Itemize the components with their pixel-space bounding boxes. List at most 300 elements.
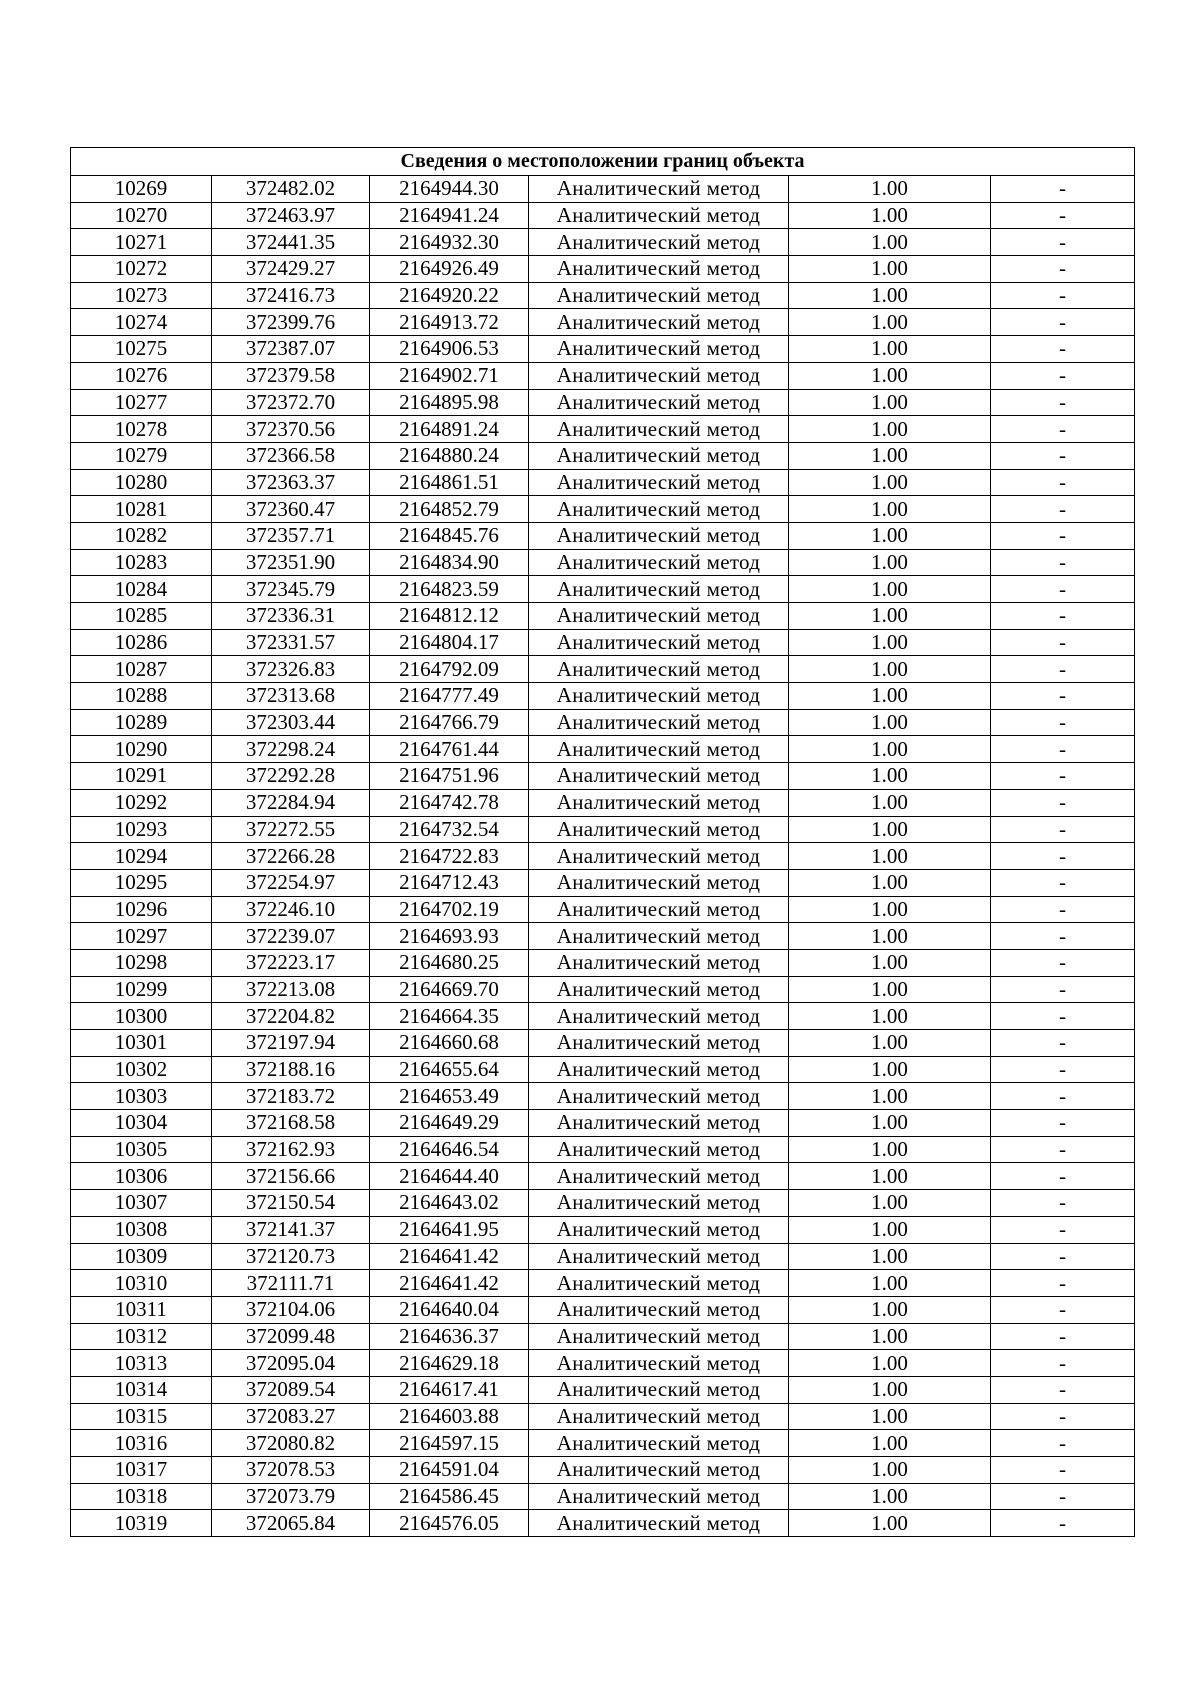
- point-number-cell: 10281: [71, 496, 212, 523]
- description-cell: -: [991, 896, 1135, 923]
- x-coordinate-cell: 372246.10: [212, 896, 370, 923]
- table-row: [71, 496, 1135, 523]
- x-coordinate-cell: 372292.28: [212, 763, 370, 790]
- table-row: [71, 629, 1135, 656]
- method-cell: Аналитический метод: [529, 896, 789, 923]
- table-row: [71, 389, 1135, 416]
- method-cell: Аналитический метод: [529, 1003, 789, 1030]
- method-cell: Аналитический метод: [529, 736, 789, 763]
- method-cell: Аналитический метод: [529, 522, 789, 549]
- method-cell: Аналитический метод: [529, 789, 789, 816]
- description-cell: -: [991, 362, 1135, 389]
- point-number-cell: 10301: [71, 1030, 212, 1057]
- method-cell: Аналитический метод: [529, 1457, 789, 1484]
- point-number-cell: 10276: [71, 362, 212, 389]
- point-number-cell: 10311: [71, 1296, 212, 1323]
- method-cell: Аналитический метод: [529, 869, 789, 896]
- method-cell: Аналитический метод: [529, 309, 789, 336]
- table-row: [71, 1376, 1135, 1403]
- point-number-cell: 10277: [71, 389, 212, 416]
- method-cell: Аналитический метод: [529, 923, 789, 950]
- y-coordinate-cell: 2164643.02: [370, 1190, 529, 1217]
- description-cell: -: [991, 176, 1135, 203]
- y-coordinate-cell: 2164742.78: [370, 789, 529, 816]
- description-cell: -: [991, 1216, 1135, 1243]
- table-row: [71, 469, 1135, 496]
- point-number-cell: 10291: [71, 763, 212, 790]
- description-cell: -: [991, 1030, 1135, 1057]
- method-cell: Аналитический метод: [529, 763, 789, 790]
- table-row: [71, 1030, 1135, 1057]
- point-number-cell: 10309: [71, 1243, 212, 1270]
- description-cell: -: [991, 309, 1135, 336]
- table-row: [71, 1110, 1135, 1137]
- table-row: [71, 1056, 1135, 1083]
- y-coordinate-cell: 2164646.54: [370, 1136, 529, 1163]
- x-coordinate-cell: 372351.90: [212, 549, 370, 576]
- table-row: [71, 976, 1135, 1003]
- accuracy-cell: 1.00: [789, 736, 991, 763]
- description-cell: -: [991, 1296, 1135, 1323]
- accuracy-cell: 1.00: [789, 816, 991, 843]
- accuracy-cell: 1.00: [789, 1083, 991, 1110]
- y-coordinate-cell: 2164920.22: [370, 282, 529, 309]
- y-coordinate-cell: 2164649.29: [370, 1110, 529, 1137]
- x-coordinate-cell: 372078.53: [212, 1457, 370, 1484]
- table-row: [71, 896, 1135, 923]
- method-cell: Аналитический метод: [529, 1323, 789, 1350]
- method-cell: Аналитический метод: [529, 1296, 789, 1323]
- table-row: [71, 416, 1135, 443]
- table-row: [71, 736, 1135, 763]
- y-coordinate-cell: 2164722.83: [370, 843, 529, 870]
- accuracy-cell: 1.00: [789, 1216, 991, 1243]
- description-cell: -: [991, 336, 1135, 363]
- description-cell: -: [991, 789, 1135, 816]
- point-number-cell: 10315: [71, 1403, 212, 1430]
- accuracy-cell: 1.00: [789, 949, 991, 976]
- point-number-cell: 10285: [71, 603, 212, 630]
- accuracy-cell: 1.00: [789, 709, 991, 736]
- table-row: [71, 789, 1135, 816]
- method-cell: Аналитический метод: [529, 1350, 789, 1377]
- y-coordinate-cell: 2164804.17: [370, 629, 529, 656]
- x-coordinate-cell: 372080.82: [212, 1430, 370, 1457]
- x-coordinate-cell: 372416.73: [212, 282, 370, 309]
- description-cell: -: [991, 202, 1135, 229]
- y-coordinate-cell: 2164653.49: [370, 1083, 529, 1110]
- x-coordinate-cell: 372266.28: [212, 843, 370, 870]
- description-cell: -: [991, 1510, 1135, 1537]
- table-row: [71, 1190, 1135, 1217]
- y-coordinate-cell: 2164636.37: [370, 1323, 529, 1350]
- y-coordinate-cell: 2164880.24: [370, 442, 529, 469]
- accuracy-cell: 1.00: [789, 1376, 991, 1403]
- y-coordinate-cell: 2164641.95: [370, 1216, 529, 1243]
- point-number-cell: 10293: [71, 816, 212, 843]
- accuracy-cell: 1.00: [789, 1430, 991, 1457]
- description-cell: -: [991, 1403, 1135, 1430]
- description-cell: -: [991, 549, 1135, 576]
- accuracy-cell: 1.00: [789, 1056, 991, 1083]
- description-cell: -: [991, 256, 1135, 283]
- x-coordinate-cell: 372399.76: [212, 309, 370, 336]
- method-cell: Аналитический метод: [529, 469, 789, 496]
- x-coordinate-cell: 372089.54: [212, 1376, 370, 1403]
- x-coordinate-cell: 372363.37: [212, 469, 370, 496]
- y-coordinate-cell: 2164941.24: [370, 202, 529, 229]
- x-coordinate-cell: 372183.72: [212, 1083, 370, 1110]
- method-cell: Аналитический метод: [529, 389, 789, 416]
- x-coordinate-cell: 372372.70: [212, 389, 370, 416]
- table-row: [71, 229, 1135, 256]
- table-row: [71, 1270, 1135, 1297]
- method-cell: Аналитический метод: [529, 1270, 789, 1297]
- description-cell: -: [991, 816, 1135, 843]
- accuracy-cell: 1.00: [789, 683, 991, 710]
- y-coordinate-cell: 2164617.41: [370, 1376, 529, 1403]
- y-coordinate-cell: 2164845.76: [370, 522, 529, 549]
- description-cell: -: [991, 576, 1135, 603]
- method-cell: Аналитический метод: [529, 1056, 789, 1083]
- accuracy-cell: 1.00: [789, 1003, 991, 1030]
- document-page: [70, 147, 1134, 1537]
- point-number-cell: 10284: [71, 576, 212, 603]
- accuracy-cell: 1.00: [789, 1403, 991, 1430]
- y-coordinate-cell: 2164597.15: [370, 1430, 529, 1457]
- description-cell: -: [991, 1270, 1135, 1297]
- y-coordinate-cell: 2164751.96: [370, 763, 529, 790]
- x-coordinate-cell: 372213.08: [212, 976, 370, 1003]
- x-coordinate-cell: 372370.56: [212, 416, 370, 443]
- table-row: [71, 442, 1135, 469]
- x-coordinate-cell: 372099.48: [212, 1323, 370, 1350]
- point-number-cell: 10300: [71, 1003, 212, 1030]
- x-coordinate-cell: 372326.83: [212, 656, 370, 683]
- point-number-cell: 10303: [71, 1083, 212, 1110]
- method-cell: Аналитический метод: [529, 176, 789, 203]
- accuracy-cell: 1.00: [789, 1030, 991, 1057]
- x-coordinate-cell: 372141.37: [212, 1216, 370, 1243]
- point-number-cell: 10269: [71, 176, 212, 203]
- table-row: [71, 362, 1135, 389]
- x-coordinate-cell: 372303.44: [212, 709, 370, 736]
- description-cell: -: [991, 1430, 1135, 1457]
- description-cell: -: [991, 282, 1135, 309]
- point-number-cell: 10317: [71, 1457, 212, 1484]
- x-coordinate-cell: 372366.58: [212, 442, 370, 469]
- accuracy-cell: 1.00: [789, 1483, 991, 1510]
- method-cell: Аналитический метод: [529, 362, 789, 389]
- accuracy-cell: 1.00: [789, 656, 991, 683]
- y-coordinate-cell: 2164823.59: [370, 576, 529, 603]
- point-number-cell: 10304: [71, 1110, 212, 1137]
- x-coordinate-cell: 372083.27: [212, 1403, 370, 1430]
- description-cell: -: [991, 522, 1135, 549]
- table-row: [71, 1510, 1135, 1537]
- accuracy-cell: 1.00: [789, 603, 991, 630]
- y-coordinate-cell: 2164586.45: [370, 1483, 529, 1510]
- point-number-cell: 10319: [71, 1510, 212, 1537]
- y-coordinate-cell: 2164792.09: [370, 656, 529, 683]
- description-cell: -: [991, 923, 1135, 950]
- description-cell: -: [991, 709, 1135, 736]
- method-cell: Аналитический метод: [529, 656, 789, 683]
- table-row: [71, 522, 1135, 549]
- description-cell: -: [991, 1163, 1135, 1190]
- point-number-cell: 10280: [71, 469, 212, 496]
- method-cell: Аналитический метод: [529, 1483, 789, 1510]
- accuracy-cell: 1.00: [789, 789, 991, 816]
- table-row: [71, 1003, 1135, 1030]
- table-row: [71, 1296, 1135, 1323]
- x-coordinate-cell: 372239.07: [212, 923, 370, 950]
- y-coordinate-cell: 2164669.70: [370, 976, 529, 1003]
- accuracy-cell: 1.00: [789, 362, 991, 389]
- x-coordinate-cell: 372482.02: [212, 176, 370, 203]
- method-cell: Аналитический метод: [529, 416, 789, 443]
- y-coordinate-cell: 2164629.18: [370, 1350, 529, 1377]
- accuracy-cell: 1.00: [789, 176, 991, 203]
- y-coordinate-cell: 2164926.49: [370, 256, 529, 283]
- accuracy-cell: 1.00: [789, 869, 991, 896]
- method-cell: Аналитический метод: [529, 1510, 789, 1537]
- y-coordinate-cell: 2164812.12: [370, 603, 529, 630]
- table-row: [71, 1083, 1135, 1110]
- table-row: [71, 816, 1135, 843]
- accuracy-cell: 1.00: [789, 469, 991, 496]
- point-number-cell: 10287: [71, 656, 212, 683]
- method-cell: Аналитический метод: [529, 496, 789, 523]
- y-coordinate-cell: 2164664.35: [370, 1003, 529, 1030]
- point-number-cell: 10272: [71, 256, 212, 283]
- method-cell: Аналитический метод: [529, 1430, 789, 1457]
- y-coordinate-cell: 2164576.05: [370, 1510, 529, 1537]
- point-number-cell: 10318: [71, 1483, 212, 1510]
- point-number-cell: 10275: [71, 336, 212, 363]
- point-number-cell: 10274: [71, 309, 212, 336]
- table-row: [71, 869, 1135, 896]
- x-coordinate-cell: 372162.93: [212, 1136, 370, 1163]
- point-number-cell: 10316: [71, 1430, 212, 1457]
- point-number-cell: 10282: [71, 522, 212, 549]
- method-cell: Аналитический метод: [529, 229, 789, 256]
- table-row: [71, 923, 1135, 950]
- point-number-cell: 10308: [71, 1216, 212, 1243]
- table-row: [71, 709, 1135, 736]
- point-number-cell: 10313: [71, 1350, 212, 1377]
- method-cell: Аналитический метод: [529, 549, 789, 576]
- y-coordinate-cell: 2164732.54: [370, 816, 529, 843]
- table-row: [71, 1216, 1135, 1243]
- y-coordinate-cell: 2164766.79: [370, 709, 529, 736]
- table-title-row: [71, 148, 1135, 176]
- method-cell: Аналитический метод: [529, 442, 789, 469]
- description-cell: -: [991, 416, 1135, 443]
- point-number-cell: 10307: [71, 1190, 212, 1217]
- method-cell: Аналитический метод: [529, 1110, 789, 1137]
- point-number-cell: 10297: [71, 923, 212, 950]
- method-cell: Аналитический метод: [529, 976, 789, 1003]
- y-coordinate-cell: 2164641.42: [370, 1270, 529, 1297]
- y-coordinate-cell: 2164591.04: [370, 1457, 529, 1484]
- method-cell: Аналитический метод: [529, 1403, 789, 1430]
- y-coordinate-cell: 2164655.64: [370, 1056, 529, 1083]
- point-number-cell: 10273: [71, 282, 212, 309]
- table-row: [71, 763, 1135, 790]
- accuracy-cell: 1.00: [789, 629, 991, 656]
- description-cell: -: [991, 389, 1135, 416]
- table-row: [71, 1243, 1135, 1270]
- y-coordinate-cell: 2164712.43: [370, 869, 529, 896]
- method-cell: Аналитический метод: [529, 576, 789, 603]
- table-row: [71, 843, 1135, 870]
- y-coordinate-cell: 2164693.93: [370, 923, 529, 950]
- boundary-coordinates-table: [70, 147, 1135, 1537]
- method-cell: Аналитический метод: [529, 1030, 789, 1057]
- method-cell: Аналитический метод: [529, 282, 789, 309]
- table-row: [71, 1323, 1135, 1350]
- table-row: [71, 949, 1135, 976]
- description-cell: -: [991, 603, 1135, 630]
- method-cell: Аналитический метод: [529, 949, 789, 976]
- point-number-cell: 10310: [71, 1270, 212, 1297]
- y-coordinate-cell: 2164932.30: [370, 229, 529, 256]
- point-number-cell: 10294: [71, 843, 212, 870]
- accuracy-cell: 1.00: [789, 1350, 991, 1377]
- accuracy-cell: 1.00: [789, 416, 991, 443]
- y-coordinate-cell: 2164761.44: [370, 736, 529, 763]
- y-coordinate-cell: 2164702.19: [370, 896, 529, 923]
- table-row: [71, 1430, 1135, 1457]
- x-coordinate-cell: 372095.04: [212, 1350, 370, 1377]
- table-row: [71, 683, 1135, 710]
- description-cell: -: [991, 1003, 1135, 1030]
- table-row: [71, 1136, 1135, 1163]
- point-number-cell: 10290: [71, 736, 212, 763]
- accuracy-cell: 1.00: [789, 1510, 991, 1537]
- accuracy-cell: 1.00: [789, 1270, 991, 1297]
- x-coordinate-cell: 372357.71: [212, 522, 370, 549]
- x-coordinate-cell: 372360.47: [212, 496, 370, 523]
- description-cell: -: [991, 1323, 1135, 1350]
- point-number-cell: 10278: [71, 416, 212, 443]
- x-coordinate-cell: 372120.73: [212, 1243, 370, 1270]
- description-cell: -: [991, 1350, 1135, 1377]
- y-coordinate-cell: 2164660.68: [370, 1030, 529, 1057]
- method-cell: Аналитический метод: [529, 1243, 789, 1270]
- method-cell: Аналитический метод: [529, 202, 789, 229]
- description-cell: -: [991, 229, 1135, 256]
- description-cell: -: [991, 442, 1135, 469]
- description-cell: -: [991, 496, 1135, 523]
- point-number-cell: 10296: [71, 896, 212, 923]
- table-row: [71, 1403, 1135, 1430]
- accuracy-cell: 1.00: [789, 282, 991, 309]
- accuracy-cell: 1.00: [789, 763, 991, 790]
- x-coordinate-cell: 372223.17: [212, 949, 370, 976]
- method-cell: Аналитический метод: [529, 336, 789, 363]
- x-coordinate-cell: 372387.07: [212, 336, 370, 363]
- table-row: [71, 549, 1135, 576]
- point-number-cell: 10306: [71, 1163, 212, 1190]
- description-cell: -: [991, 869, 1135, 896]
- table-row: [71, 603, 1135, 630]
- accuracy-cell: 1.00: [789, 1110, 991, 1137]
- y-coordinate-cell: 2164644.40: [370, 1163, 529, 1190]
- point-number-cell: 10279: [71, 442, 212, 469]
- y-coordinate-cell: 2164640.04: [370, 1296, 529, 1323]
- method-cell: Аналитический метод: [529, 1216, 789, 1243]
- description-cell: -: [991, 1190, 1135, 1217]
- accuracy-cell: 1.00: [789, 202, 991, 229]
- x-coordinate-cell: 372111.71: [212, 1270, 370, 1297]
- accuracy-cell: 1.00: [789, 442, 991, 469]
- x-coordinate-cell: 372284.94: [212, 789, 370, 816]
- accuracy-cell: 1.00: [789, 389, 991, 416]
- table-row: [71, 1163, 1135, 1190]
- table-row: [71, 336, 1135, 363]
- method-cell: Аналитический метод: [529, 709, 789, 736]
- x-coordinate-cell: 372150.54: [212, 1190, 370, 1217]
- description-cell: -: [991, 1376, 1135, 1403]
- accuracy-cell: 1.00: [789, 1323, 991, 1350]
- accuracy-cell: 1.00: [789, 1136, 991, 1163]
- description-cell: -: [991, 683, 1135, 710]
- y-coordinate-cell: 2164834.90: [370, 549, 529, 576]
- description-cell: -: [991, 976, 1135, 1003]
- y-coordinate-cell: 2164891.24: [370, 416, 529, 443]
- point-number-cell: 10305: [71, 1136, 212, 1163]
- x-coordinate-cell: 372254.97: [212, 869, 370, 896]
- table-row: [71, 1483, 1135, 1510]
- method-cell: Аналитический метод: [529, 256, 789, 283]
- y-coordinate-cell: 2164861.51: [370, 469, 529, 496]
- accuracy-cell: 1.00: [789, 496, 991, 523]
- method-cell: Аналитический метод: [529, 843, 789, 870]
- x-coordinate-cell: 372336.31: [212, 603, 370, 630]
- x-coordinate-cell: 372204.82: [212, 1003, 370, 1030]
- y-coordinate-cell: 2164641.42: [370, 1243, 529, 1270]
- method-cell: Аналитический метод: [529, 1190, 789, 1217]
- method-cell: Аналитический метод: [529, 629, 789, 656]
- point-number-cell: 10289: [71, 709, 212, 736]
- description-cell: -: [991, 763, 1135, 790]
- point-number-cell: 10314: [71, 1376, 212, 1403]
- point-number-cell: 10271: [71, 229, 212, 256]
- y-coordinate-cell: 2164777.49: [370, 683, 529, 710]
- y-coordinate-cell: 2164944.30: [370, 176, 529, 203]
- accuracy-cell: 1.00: [789, 1243, 991, 1270]
- description-cell: -: [991, 629, 1135, 656]
- description-cell: -: [991, 949, 1135, 976]
- table-row: [71, 176, 1135, 203]
- y-coordinate-cell: 2164895.98: [370, 389, 529, 416]
- accuracy-cell: 1.00: [789, 256, 991, 283]
- method-cell: Аналитический метод: [529, 603, 789, 630]
- description-cell: -: [991, 1083, 1135, 1110]
- method-cell: Аналитический метод: [529, 683, 789, 710]
- accuracy-cell: 1.00: [789, 896, 991, 923]
- description-cell: -: [991, 736, 1135, 763]
- accuracy-cell: 1.00: [789, 549, 991, 576]
- x-coordinate-cell: 372104.06: [212, 1296, 370, 1323]
- accuracy-cell: 1.00: [789, 976, 991, 1003]
- accuracy-cell: 1.00: [789, 309, 991, 336]
- x-coordinate-cell: 372313.68: [212, 683, 370, 710]
- table-row: [71, 256, 1135, 283]
- description-cell: -: [991, 1056, 1135, 1083]
